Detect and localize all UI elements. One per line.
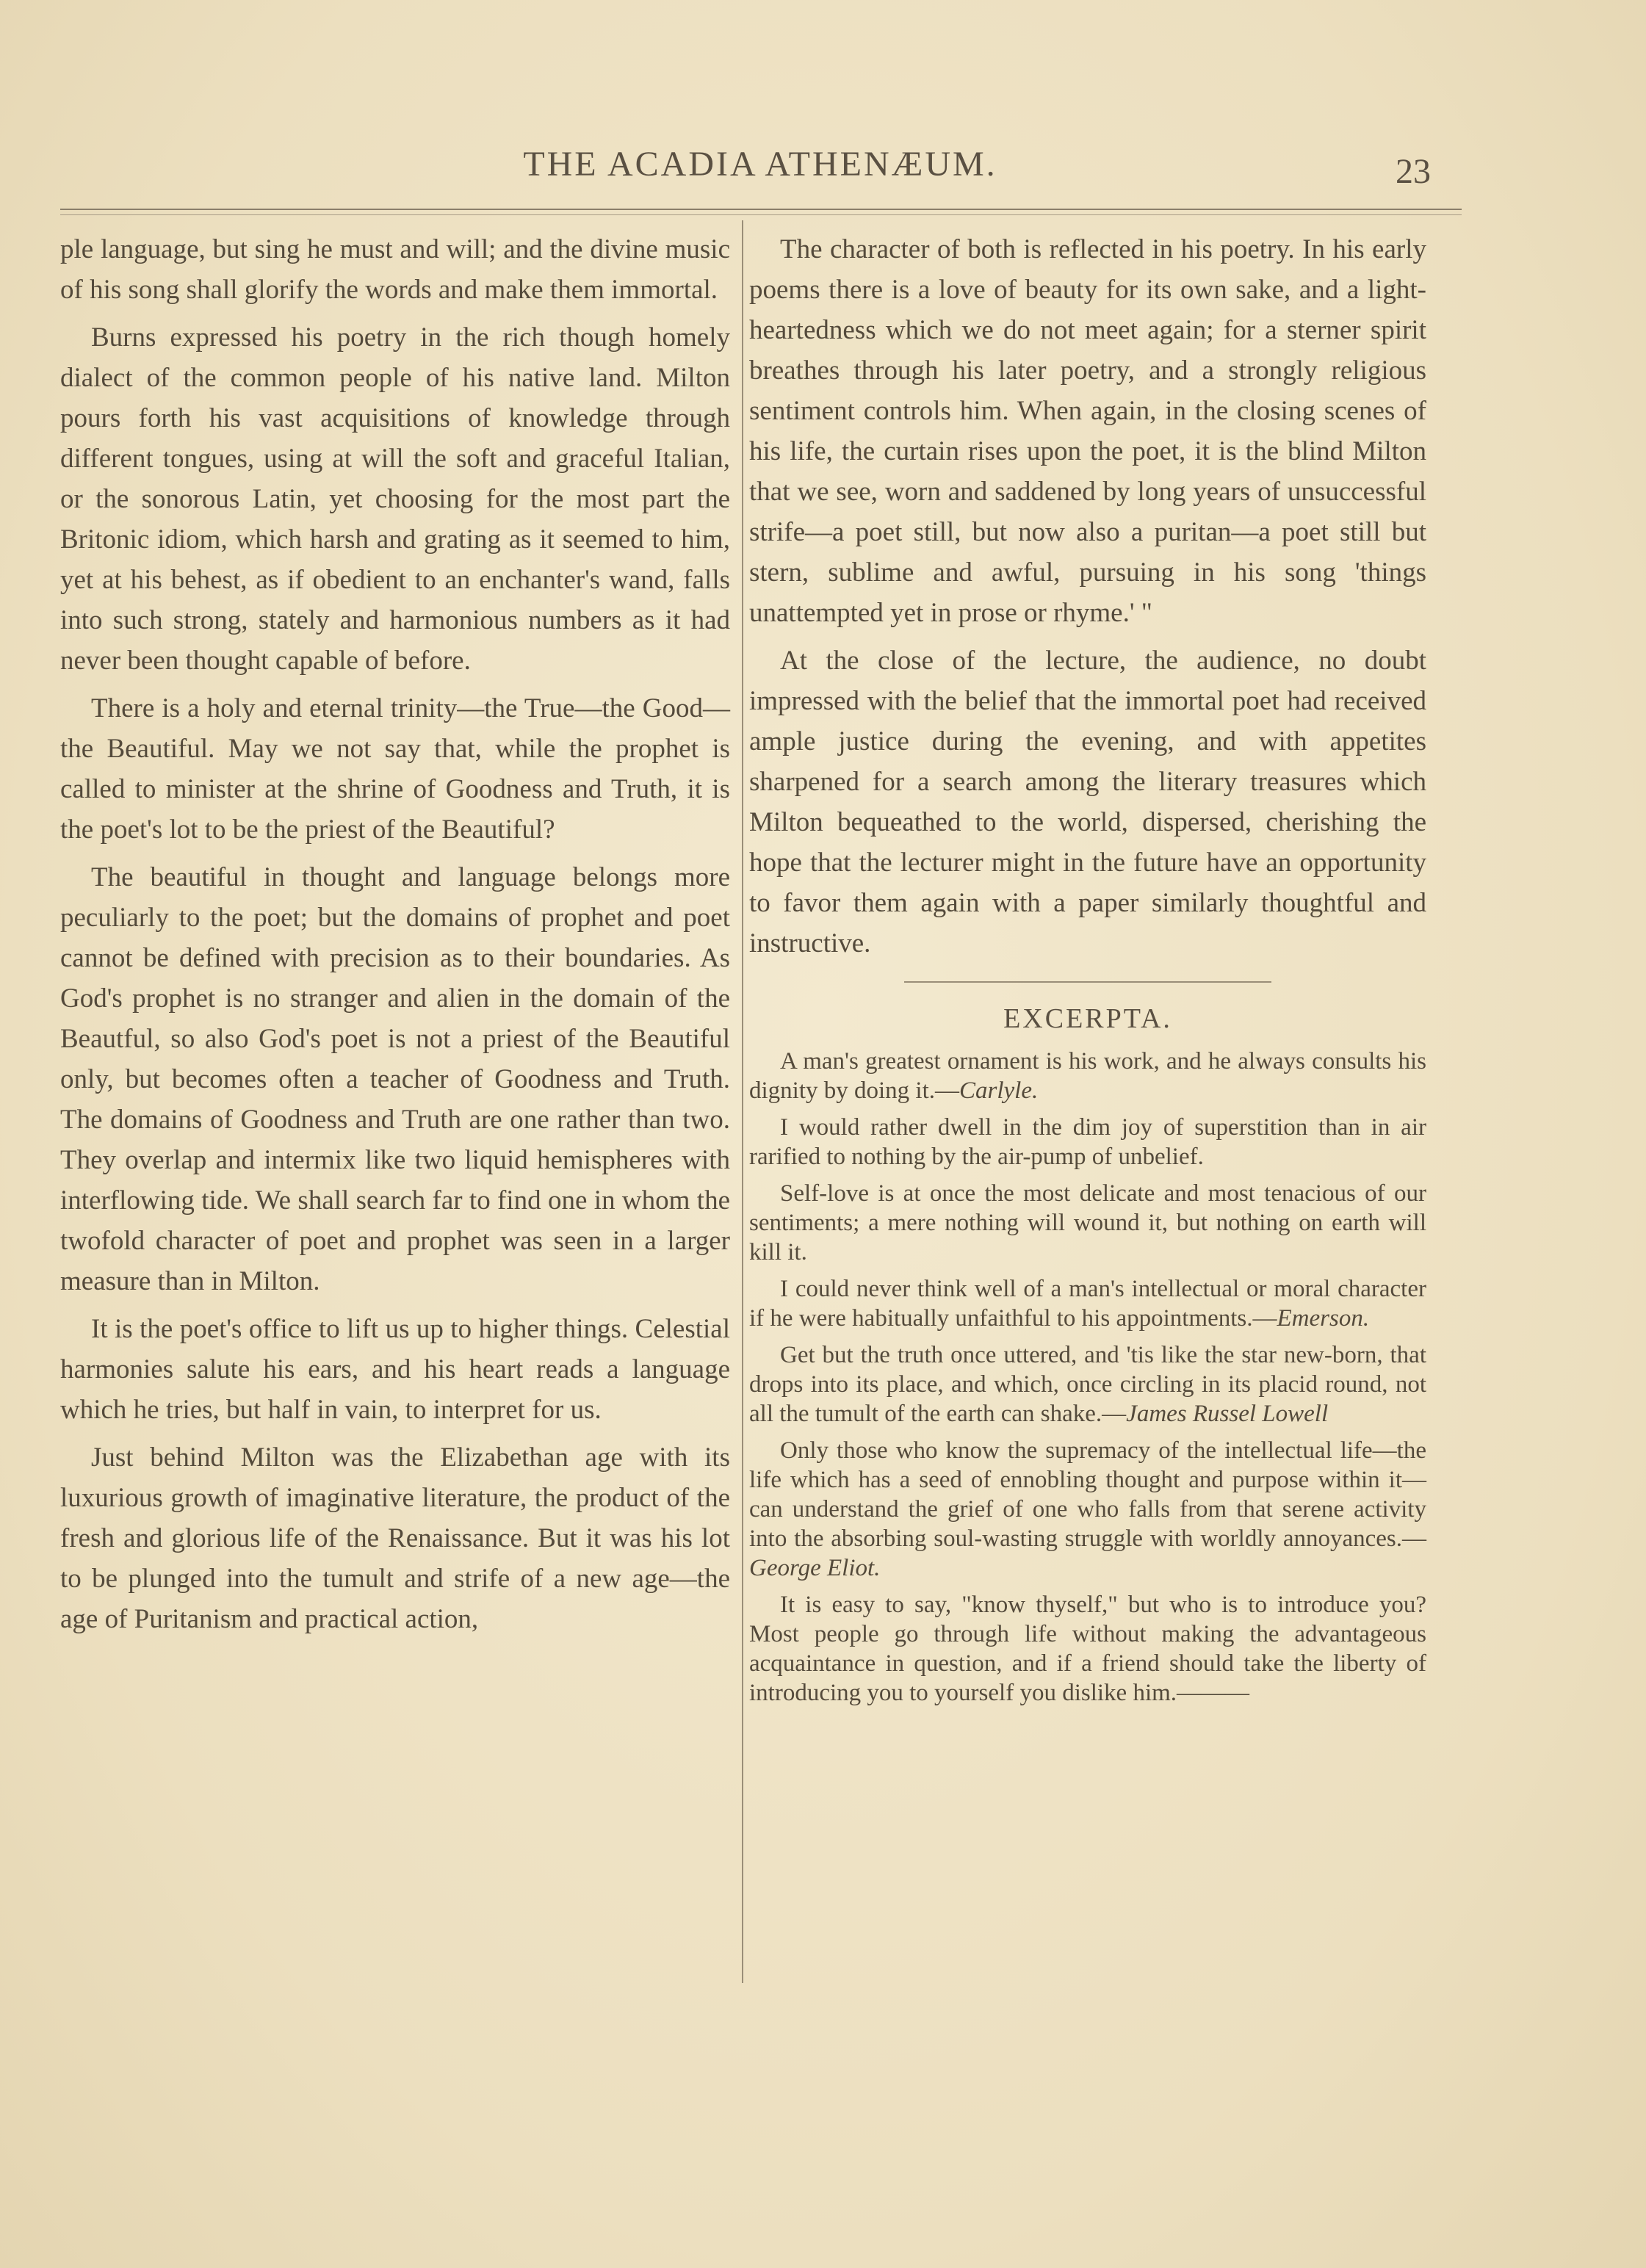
- paragraph: ple language, but sing he must and will; and the divine music of his song shall glorify the words and make them immortal.: [60, 234, 730, 305]
- excerpt-text: Only those who know the supremacy of the intellectual life—the life which has a seed of ennobling thought and purpose within it—can understand the grief of one who falls from that serene activity into the absorbing soul-wasting struggle with worldly annoyances.—: [749, 1437, 1426, 1552]
- excerpt-text: I could never think well of a man's intellectual or moral character if he were habitually unfaithful to his appointments.—: [749, 1276, 1426, 1332]
- excerpt: [749, 1179, 1426, 1267]
- excerpt: [749, 1340, 1426, 1429]
- page-header: [59, 144, 1462, 195]
- excerpt-text: I would rather dwell in the dim joy of superstition than in air rarified to nothing by the air-pump of unbelief.: [749, 1114, 1426, 1170]
- excerpt-author: Emerson.: [1277, 1305, 1370, 1332]
- paragraph: Burns expressed his poetry in the rich though homely dialect of the common people of his native land. Milton pours forth his vast acquisitions of knowledge through different tongues, using at will the soft and graceful Italian, or the sonorous Latin, yet choosing for the most part the Britonic idiom, which harsh and grating as it seemed to him, yet at his behest, as if obedient to an enchanter's wand, falls into such strong, stately and harmonious numbers as it had never been thought capable of before.: [60, 322, 730, 676]
- excerpt-text: Self-love is at once the most delicate and most tenacious of our sentiments; a mere nothing will wound it, but nothing on earth will kill it.: [749, 1180, 1426, 1265]
- section-heading: EXCERPTA.: [1003, 1003, 1172, 1034]
- paragraph: The beautiful in thought and language belongs more peculiarly to the poet; but the domains of prophet and poet cannot be defined with precision as to their boundaries. As God's prophet is no stranger and alien in the domain of the Beautful, so also God's poet is not a priest of the Beautiful only, but becomes often a teacher of Goodness and Truth. The domains of Goodness and Truth are one rather than two. They overlap and intermix like two liquid hemispheres with interflowing tide. We shall search far to find one in whom the twofold character of poet and prophet was seen in a larger measure than in Milton.: [60, 862, 730, 1296]
- right-column: [749, 229, 1426, 1715]
- section-divider: [904, 981, 1271, 983]
- excerpt-list: [749, 1047, 1426, 1708]
- page-number: 23: [1396, 152, 1431, 191]
- column-divider: [742, 220, 743, 1983]
- left-column: [60, 229, 730, 1647]
- paragraph: There is a holy and eternal trinity—the True—the Good—the Beautiful. May we not say that, while the prophet is called to minister at the shrine of Goodness and Truth, it is the poet's lot to be the priest of the Beautiful?: [60, 693, 730, 845]
- excerpt: [749, 1590, 1426, 1708]
- excerpt-author: James Russel Lowell: [1126, 1401, 1329, 1427]
- paragraph: The character of both is reflected in his poetry. In his early poems there is a love of beauty for its own sake, and a light-heartedness which we do not meet again; for a sterner spirit breathes through his later poetry, and a strongly religious sentiment controls him. When again, in the closing scenes of his life, the curtain rises upon the poet, it is the blind Milton that we see, worn and saddened by long years of unsuccessful strife—a poet still, but now also a puritan—a poet still but stern, sublime and awful, pursuing in his song 'things unattempted yet in prose or rhyme.' ": [749, 234, 1426, 628]
- excerpt: [749, 1113, 1426, 1171]
- paragraph: Just behind Milton was the Elizabethan age with its luxurious growth of imaginative literature, the product of the fresh and glorious life of the Renaissance. But it was his lot to be plunged into the tumult and strife of a new age—the age of Puritanism and practical action,: [60, 1442, 730, 1634]
- excerpt-text: Get but the truth once uttered, and 'tis like the star new-born, that drops into its place, and which, once circling in its placid round, not all the tumult of the earth can shake.—: [749, 1342, 1426, 1427]
- header-rule-thin: [60, 214, 1462, 215]
- paragraph: It is the poet's office to lift us up to higher things. Celestial harmonies salute his ears, and his heart reads a language which he tries, but half in vain, to interpret for us.: [60, 1314, 730, 1425]
- excerpt-author: Carlyle.: [959, 1077, 1039, 1104]
- excerpt: [749, 1274, 1426, 1333]
- paragraph: At the close of the lecture, the audience, no doubt impressed with the belief that the immortal poet had received ample justice during the evening, and with appetites sharpened for a search among the literary treasures which Milton bequeathed to the world, dispersed, cherishing the hope that the lecturer might in the future have an opportunity to favor them again with a paper similarly thoughtful and instructive.: [749, 646, 1426, 958]
- excerpt: [749, 1047, 1426, 1105]
- excerpt-text: A man's greatest ornament is his work, and he always consults his dignity by doing it.—: [749, 1048, 1426, 1104]
- excerpt-text: It is easy to say, "know thyself," but who is to introduce you? Most people go through life without making the advantageous acquaintance in question, and if a friend should take the liberty of introducing you to yourself you dislike him.———: [749, 1592, 1426, 1706]
- running-title: THE ACADIA ATHENÆUM.: [523, 145, 997, 184]
- header-rule: [60, 209, 1462, 210]
- excerpt-author: George Eliot.: [749, 1555, 881, 1581]
- excerpt: [749, 1436, 1426, 1583]
